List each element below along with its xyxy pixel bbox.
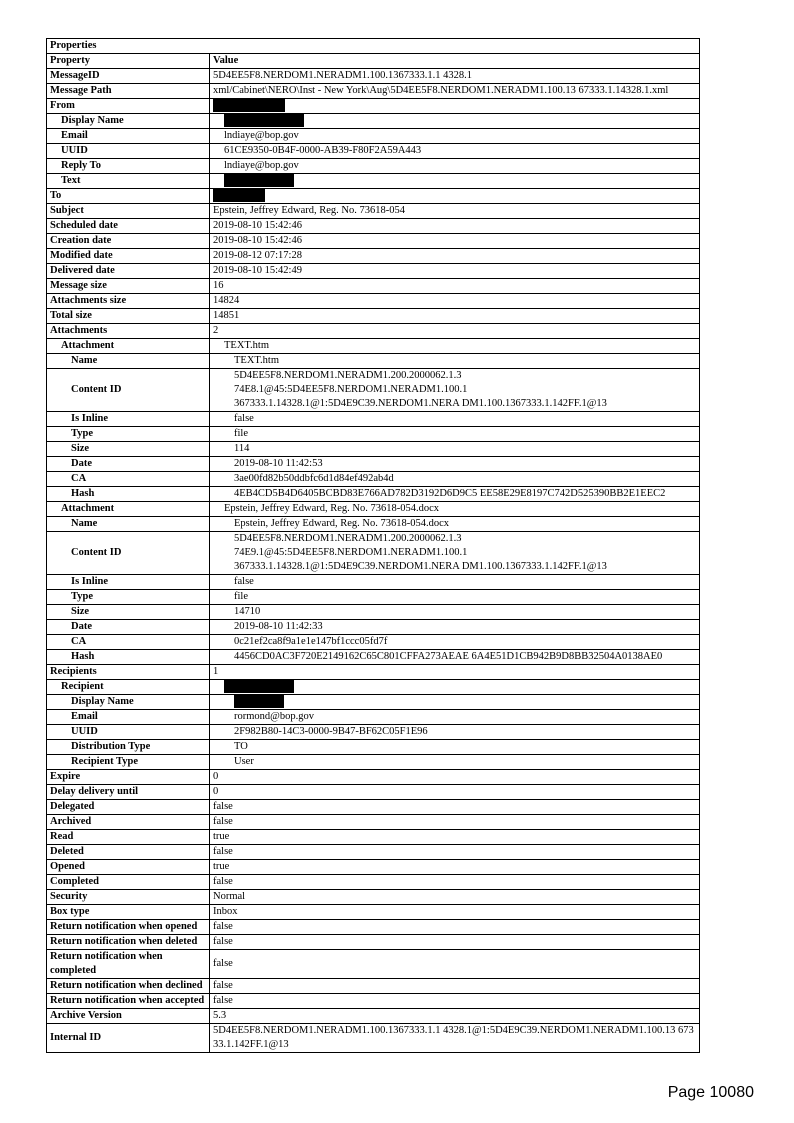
property-value: false — [210, 875, 700, 890]
property-name: Email — [47, 129, 210, 144]
table-row — [47, 144, 700, 159]
property-value: 2019-08-10 15:42:46 — [210, 234, 700, 249]
property-name: Delay delivery until — [47, 785, 210, 800]
table-row — [47, 740, 700, 755]
table-row — [47, 1009, 700, 1024]
property-value: 5.3 — [210, 1009, 700, 1024]
table-row — [47, 620, 700, 635]
property-name: Opened — [47, 860, 210, 875]
property-name: Display Name — [47, 114, 210, 129]
table-row — [47, 114, 700, 129]
property-value-redacted — [210, 99, 700, 114]
property-value: 0 — [210, 785, 700, 800]
table-row — [47, 324, 700, 339]
redaction-box — [234, 695, 284, 708]
table-row — [47, 770, 700, 785]
property-name: Completed — [47, 875, 210, 890]
property-value: 61CE9350-0B4F-0000-AB39-F80F2A59A443 — [210, 144, 700, 159]
table-row — [47, 725, 700, 740]
property-name: Subject — [47, 204, 210, 219]
property-value: 5D4EE5F8.NERDOM1.NERADM1.100.1367333.1.1 4328.1 — [210, 69, 700, 84]
property-value: 2019-08-10 15:42:46 — [210, 219, 700, 234]
table-row — [47, 159, 700, 174]
table-row — [47, 590, 700, 605]
table-row — [47, 532, 700, 575]
property-name: Recipient — [47, 680, 210, 695]
property-value: false — [210, 845, 700, 860]
table-row — [47, 755, 700, 770]
page-number: Page 10080 — [667, 1084, 754, 1101]
property-value: 2019-08-10 11:42:33 — [210, 620, 700, 635]
table-row — [47, 920, 700, 935]
property-name: Message size — [47, 279, 210, 294]
table-row — [47, 575, 700, 590]
property-value: 5D4EE5F8.NERDOM1.NERADM1.200.2000062.1.3 74E9.1@45:5D4EE5F8.NERDOM1.NERADM1.100.1 367333.1.14328.1@1:5D4E9C39.NERDOM1.NERA DM1.100.1367333.1.142FF.1@13 — [210, 532, 700, 575]
property-name: Security — [47, 890, 210, 905]
property-name: Attachment — [47, 502, 210, 517]
table-row — [47, 204, 700, 219]
table-title: Properties — [47, 39, 700, 54]
table-row — [47, 695, 700, 710]
redaction-box — [213, 189, 265, 202]
table-row — [47, 994, 700, 1009]
property-name: Return notification when declined — [47, 979, 210, 994]
property-name: Return notification when deleted — [47, 935, 210, 950]
property-value: 0 — [210, 770, 700, 785]
property-name: Attachment — [47, 339, 210, 354]
table-row — [47, 457, 700, 472]
property-name: UUID — [47, 725, 210, 740]
property-value: false — [210, 575, 700, 590]
property-name: MessageID — [47, 69, 210, 84]
property-value: 2019-08-10 11:42:53 — [210, 457, 700, 472]
property-name: Date — [47, 620, 210, 635]
property-name: Creation date — [47, 234, 210, 249]
table-row — [47, 680, 700, 695]
table-row — [47, 650, 700, 665]
table-row — [47, 294, 700, 309]
property-name: Return notification when accepted — [47, 994, 210, 1009]
property-name: Recipient Type — [47, 755, 210, 770]
property-name: Modified date — [47, 249, 210, 264]
property-value: false — [210, 979, 700, 994]
property-name: Hash — [47, 650, 210, 665]
property-value: Epstein, Jeffrey Edward, Reg. No. 73618-054.docx — [210, 502, 700, 517]
properties-table — [46, 38, 700, 1053]
table-row — [47, 69, 700, 84]
property-name: Attachments size — [47, 294, 210, 309]
property-name: Read — [47, 830, 210, 845]
property-name: Return notification when opened — [47, 920, 210, 935]
property-value: lndiaye@bop.gov — [210, 159, 700, 174]
table-row — [47, 442, 700, 457]
property-name: Email — [47, 710, 210, 725]
property-name: Attachments — [47, 324, 210, 339]
table-title-row — [47, 39, 700, 54]
property-name: Return notification when completed — [47, 950, 210, 979]
property-value: 4456CD0AC3F720E2149162C65C801CFFA273AEAE 6A4E51D1CB942B9D8BB32504A0138AE0 — [210, 650, 700, 665]
table-row — [47, 710, 700, 725]
property-name: Is Inline — [47, 575, 210, 590]
value-column-header: Value — [210, 54, 700, 69]
property-value-redacted — [210, 695, 700, 710]
property-name: Reply To — [47, 159, 210, 174]
property-value: false — [210, 412, 700, 427]
table-row — [47, 1024, 700, 1053]
table-row — [47, 427, 700, 442]
property-value: xml/Cabinet\NERO\Inst - New York\Aug\5D4EE5F8.NERDOM1.NERADM1.100.13 67333.1.14328.1.xml — [210, 84, 700, 99]
property-value: 14851 — [210, 309, 700, 324]
property-value: 14710 — [210, 605, 700, 620]
table-row — [47, 665, 700, 680]
property-value: User — [210, 755, 700, 770]
property-name: Archive Version — [47, 1009, 210, 1024]
table-row — [47, 412, 700, 427]
property-value: 14824 — [210, 294, 700, 309]
table-row — [47, 249, 700, 264]
property-name: Expire — [47, 770, 210, 785]
property-name: Is Inline — [47, 412, 210, 427]
properties-table-body — [47, 39, 700, 1053]
table-row — [47, 860, 700, 875]
property-value-redacted — [210, 189, 700, 204]
table-row — [47, 875, 700, 890]
property-name: Text — [47, 174, 210, 189]
property-value: 2F982B80-14C3-0000-9B47-BF62C05F1E96 — [210, 725, 700, 740]
property-value: file — [210, 427, 700, 442]
property-value: TEXT.htm — [210, 354, 700, 369]
table-row — [47, 502, 700, 517]
table-row — [47, 472, 700, 487]
property-name: Size — [47, 442, 210, 457]
property-value: Epstein, Jeffrey Edward, Reg. No. 73618-054 — [210, 204, 700, 219]
property-value: rormond@bop.gov — [210, 710, 700, 725]
property-value: 0c21ef2ca8f9a1e1e147bf1ccc05fd7f — [210, 635, 700, 650]
property-name: Internal ID — [47, 1024, 210, 1053]
property-name: Box type — [47, 905, 210, 920]
table-row — [47, 517, 700, 532]
property-value: 5D4EE5F8.NERDOM1.NERADM1.200.2000062.1.3 74E8.1@45:5D4EE5F8.NERDOM1.NERADM1.100.1 367333.1.14328.1@1:5D4E9C39.NERDOM1.NERA DM1.100.1367333.1.142FF.1@13 — [210, 369, 700, 412]
property-value: true — [210, 830, 700, 845]
table-row — [47, 354, 700, 369]
property-value-redacted — [210, 174, 700, 189]
property-column-header: Property — [47, 54, 210, 69]
table-row — [47, 219, 700, 234]
table-row — [47, 189, 700, 204]
property-name: Delivered date — [47, 264, 210, 279]
table-row — [47, 950, 700, 979]
table-row — [47, 785, 700, 800]
property-value: false — [210, 800, 700, 815]
property-value: 3ae00fd82b50ddbfc6d1d84ef492ab4d — [210, 472, 700, 487]
table-row — [47, 605, 700, 620]
property-name: Display Name — [47, 695, 210, 710]
property-value: 5D4EE5F8.NERDOM1.NERADM1.100.1367333.1.1 4328.1@1:5D4E9C39.NERDOM1.NERADM1.100.13 67333.1.142FF.1@13 — [210, 1024, 700, 1053]
table-row — [47, 174, 700, 189]
table-header-row — [47, 54, 700, 69]
property-name: Deleted — [47, 845, 210, 860]
table-row — [47, 815, 700, 830]
property-name: CA — [47, 635, 210, 650]
property-value: false — [210, 994, 700, 1009]
property-name: Date — [47, 457, 210, 472]
property-name: Distribution Type — [47, 740, 210, 755]
redaction-box — [224, 680, 294, 693]
property-name: Archived — [47, 815, 210, 830]
table-row — [47, 339, 700, 354]
table-row — [47, 979, 700, 994]
property-value: Inbox — [210, 905, 700, 920]
property-value: 2019-08-12 07:17:28 — [210, 249, 700, 264]
table-row — [47, 369, 700, 412]
property-name: CA — [47, 472, 210, 487]
redaction-box — [224, 114, 304, 127]
table-row — [47, 129, 700, 144]
property-name: Recipients — [47, 665, 210, 680]
property-name: Scheduled date — [47, 219, 210, 234]
property-value: Normal — [210, 890, 700, 905]
property-name: To — [47, 189, 210, 204]
table-row — [47, 309, 700, 324]
table-row — [47, 487, 700, 502]
table-row — [47, 905, 700, 920]
property-value: false — [210, 920, 700, 935]
table-row — [47, 635, 700, 650]
property-value-redacted — [210, 680, 700, 695]
property-name: Delegated — [47, 800, 210, 815]
property-value: 4EB4CD5B4D6405BCBD83E766AD782D3192D6D9C5 EE58E29E8197C742D525390BB2E1EEC2 — [210, 487, 700, 502]
property-name: Name — [47, 354, 210, 369]
property-value: false — [210, 815, 700, 830]
table-row — [47, 99, 700, 114]
property-name: Type — [47, 590, 210, 605]
property-name: Total size — [47, 309, 210, 324]
table-row — [47, 234, 700, 249]
table-row — [47, 264, 700, 279]
property-value: true — [210, 860, 700, 875]
property-value: lndiaye@bop.gov — [210, 129, 700, 144]
property-value: Epstein, Jeffrey Edward, Reg. No. 73618-054.docx — [210, 517, 700, 532]
property-name: UUID — [47, 144, 210, 159]
property-value: 2019-08-10 15:42:49 — [210, 264, 700, 279]
property-name: Name — [47, 517, 210, 532]
table-row — [47, 800, 700, 815]
table-row — [47, 890, 700, 905]
property-name: Content ID — [47, 532, 210, 575]
property-value: 1 — [210, 665, 700, 680]
table-row — [47, 279, 700, 294]
property-value: false — [210, 935, 700, 950]
property-value: 16 — [210, 279, 700, 294]
table-row — [47, 845, 700, 860]
table-row — [47, 935, 700, 950]
property-name: Message Path — [47, 84, 210, 99]
property-value: false — [210, 950, 700, 979]
property-name: Hash — [47, 487, 210, 502]
property-value: 2 — [210, 324, 700, 339]
redaction-box — [224, 174, 294, 187]
property-value: file — [210, 590, 700, 605]
property-name: Size — [47, 605, 210, 620]
property-name: Type — [47, 427, 210, 442]
table-row — [47, 830, 700, 845]
property-value: TEXT.htm — [210, 339, 700, 354]
property-name: Content ID — [47, 369, 210, 412]
redaction-box — [213, 99, 285, 112]
property-value: 114 — [210, 442, 700, 457]
table-row — [47, 84, 700, 99]
property-value: TO — [210, 740, 700, 755]
property-name: From — [47, 99, 210, 114]
property-value-redacted — [210, 114, 700, 129]
